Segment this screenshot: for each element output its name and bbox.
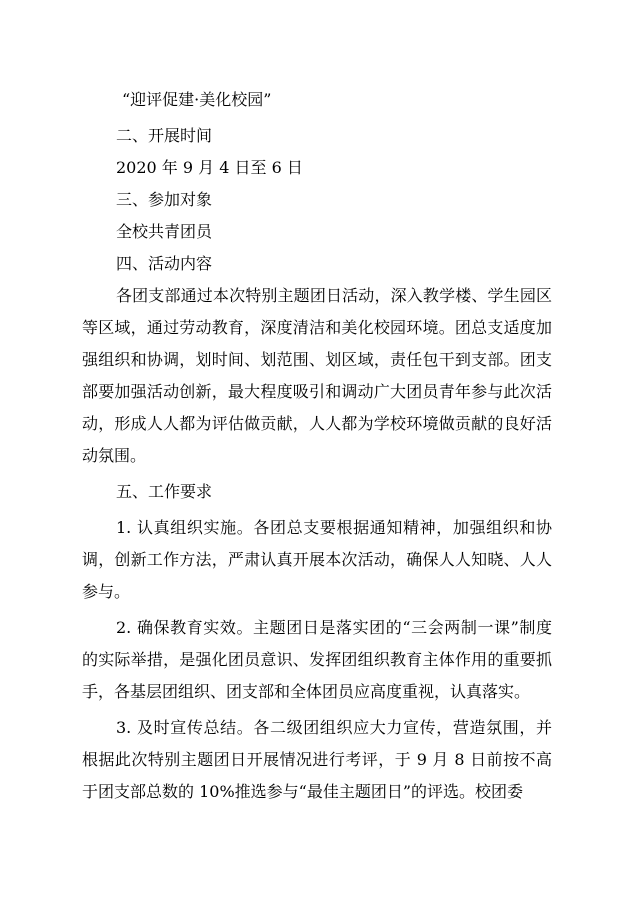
content-paragraph: 各团支部通过本次特别主题团日活动，深入教学楼、学生园区等区域，通过劳动教育，深度清洁和美化校园环境。团总支适度加强组织和协调，划时间、划范围、划区域，责任包干到支部。团支部要加强活动创新，最大程度吸引和调动广大团员青年参与此次活动，形成人人都为评估做贡献，人人都为学校环境做贡献的良好活动氛围。 [82, 286, 552, 465]
participants-text: 全校共青团员 [116, 222, 213, 241]
requirement-paragraph-3: 3. 及时宣传总结。各二级团组织应大力宣传，营造氛围，并根据此次特别主题团日开展情况进行考评，于 9 月 8 日前按不高于团支部总数的 10%推选参与“最佳主题团日”的评选。校团委 [82, 718, 552, 801]
section-heading-content: 四、活动内容 [116, 254, 213, 273]
requirement-paragraph-1: 1. 认真组织实施。各团总支要根据通知精神，加强组织和协调，创新工作方法，严肃认真开展本次活动，确保人人知晓、人人参与。 [82, 518, 552, 601]
section-heading-participants: 三、参加对象 [116, 190, 213, 209]
time-text: 2020 年 9 月 4 日至 6 日 [116, 158, 303, 177]
section-heading-time: 二、开展时间 [116, 126, 213, 145]
activity-title: “迎评促建·美化校园” [122, 90, 272, 109]
section-heading-requirements: 五、工作要求 [116, 482, 213, 501]
document-page [82, 84, 552, 808]
requirement-paragraph-2: 2. 确保教育实效。主题团日是落实团的“三会两制一课”制度的实际举措，是强化团员意识、发挥团组织教育主体作用的重要抓手，各基层团组织、团支部和全体团员应高度重视，认真落实。 [82, 618, 552, 701]
